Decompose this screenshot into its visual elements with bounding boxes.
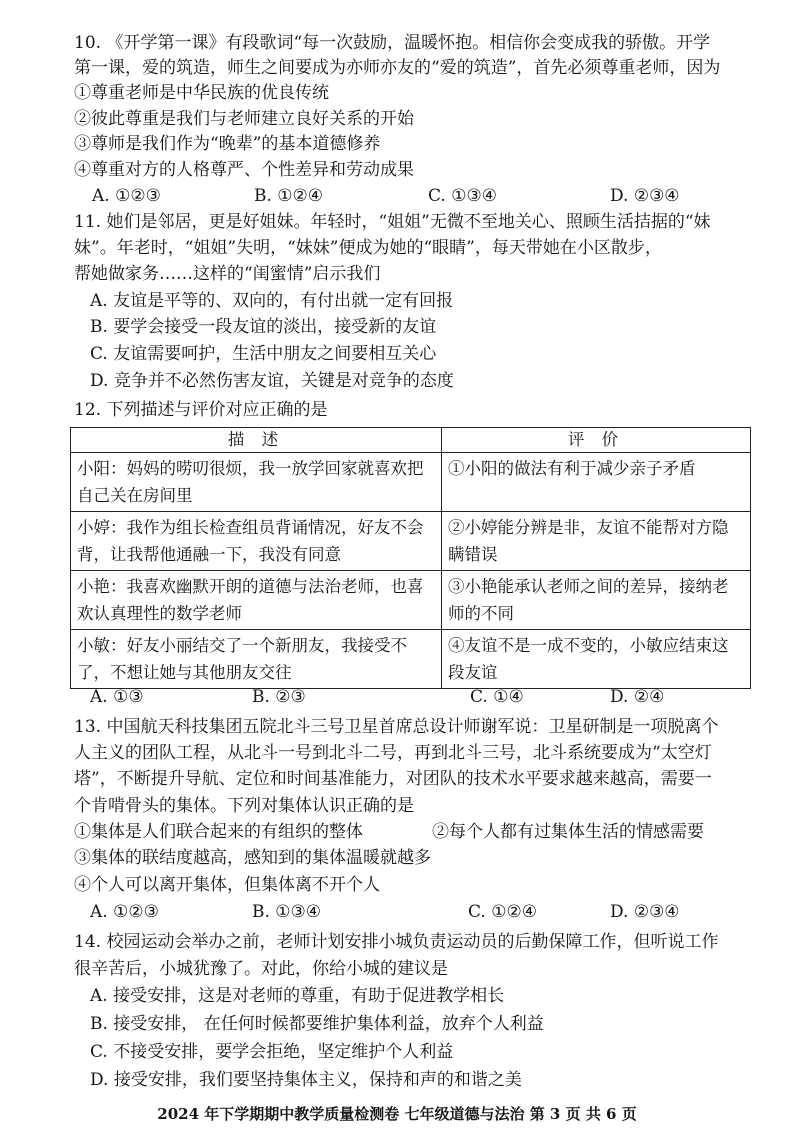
row-4-evaluation: ④友谊不是一成不变的，小敏应结束这段友谊 <box>442 630 751 689</box>
q13-item-2: ②每个人都有过集体生活的情感需要 <box>432 822 704 842</box>
header-description: 描 述 <box>71 428 442 453</box>
q10-stem-line-2: 第一课，爱的筑造，师生之间要成为亦师亦友的“爱的筑造”，首先必须尊重老师，因为 <box>74 58 721 78</box>
q14-option-a: A. 接受安排，这是对老师的尊重，有助于促进教学相长 <box>90 986 505 1006</box>
q11-stem-line-3: 帮她做家务……这样的“闺蜜情”启示我们 <box>74 264 381 284</box>
q10-item-4: ④尊重对方的人格尊严、个性差异和劳动成果 <box>74 160 414 180</box>
q13-item-4: ④个人可以离开集体，但集体离不开个人 <box>74 875 380 895</box>
q12-option-b: B. ②③ <box>252 687 306 707</box>
q13-option-d: D. ②③④ <box>610 902 680 922</box>
q14-option-b: B. 接受安排， 在任何时候都要维护集体利益，放弃个人利益 <box>90 1014 544 1034</box>
q10-item-1: ①尊重老师是中华民族的优良传统 <box>74 83 329 103</box>
q12-stem: 12. 下列描述与评价对应正确的是 <box>74 400 328 420</box>
q13-option-b: B. ①③④ <box>252 902 322 922</box>
q12-option-d: D. ②④ <box>610 687 665 707</box>
q13-item-1: ①集体是人们联合起来的有组织的整体 <box>74 822 363 842</box>
q13-stem-line-1: 13. 中国航天科技集团五院北斗三号卫星首席总设计师谢军说：卫星研制是一项脱离个 <box>74 717 719 737</box>
q10-option-b: B. ①②④ <box>254 186 324 206</box>
q11-stem-line-2: 妹”。年老时，“姐姐”失明，“妹妹”便成为她的“眼睛”，每天带她在小区散步， <box>74 238 662 258</box>
q10-option-a: A. ①②③ <box>92 186 161 206</box>
q13-item-3: ③集体的联结度越高，感知到的集体温暖就越多 <box>74 848 431 868</box>
row-2-description: 小婷：我作为组长检查组员背诵情况，好友不会背，让我帮他通融一下，我没有同意 <box>71 512 442 571</box>
table-header-row <box>71 428 751 453</box>
row-3-description: 小艳：我喜欢幽默开朗的道德与法治老师，也喜欢认真理性的数学老师 <box>71 571 442 630</box>
q10-stem-line-1: 10. 《开学第一课》有段歌词“每一次鼓励，温暖怀抱。相信你会变成我的骄傲。开学 <box>74 33 711 53</box>
q11-option-a: A. 友谊是平等的、双向的，有付出就一定有回报 <box>90 291 454 311</box>
q12-option-c: C. ①④ <box>470 687 524 707</box>
q14-stem-line-2: 很辛苦后，小城犹豫了。对此，你给小城的建议是 <box>74 959 448 979</box>
q10-option-c: C. ①③④ <box>428 186 497 206</box>
q10-item-2: ②彼此尊重是我们与老师建立良好关系的开始 <box>74 109 414 129</box>
q13-option-a: A. ①②③ <box>90 902 159 922</box>
row-2-evaluation: ②小婷能分辨是非，友谊不能帮对方隐瞒错误 <box>442 512 751 571</box>
table-row <box>71 571 751 630</box>
q14-option-d: D. 接受安排，我们要坚持集体主义，保持和声的和谐之美 <box>90 1070 522 1090</box>
q12-table <box>70 427 751 689</box>
row-1-description: 小阳：妈妈的唠叨很烦，我一放学回家就喜欢把自己关在房间里 <box>71 453 442 512</box>
page-footer: 2024 年下学期期中教学质量检测卷 七年级道德与法治 第 3 页 共 6 页 <box>157 1105 637 1123</box>
row-3-evaluation: ③小艳能承认老师之间的差异，接纳老师的不同 <box>442 571 751 630</box>
table-row <box>71 453 751 512</box>
q14-stem-line-1: 14. 校园运动会举办之前，老师计划安排小城负责运动员的后勤保障工作，但听说工作 <box>74 932 719 952</box>
q14-option-c: C. 不接受安排，要学会拒绝，坚定维护个人利益 <box>90 1042 454 1062</box>
row-1-evaluation: ①小阳的做法有利于减少亲子矛盾 <box>442 453 751 512</box>
q12-option-a: A. ①③ <box>90 687 144 707</box>
q11-option-b: B. 要学会接受一段友谊的淡出，接受新的友谊 <box>90 317 437 337</box>
q10-option-d: D. ②③④ <box>610 186 680 206</box>
q11-option-c: C. 友谊需要呵护，生活中朋友之间要相互关心 <box>90 344 437 364</box>
q13-stem-line-4: 个肯啃骨头的集体。下列对集体认识正确的是 <box>74 796 414 816</box>
row-4-description: 小敏：好友小丽结交了一个新朋友，我接受不了，不想让她与其他朋友交往 <box>71 630 442 689</box>
table-row <box>71 630 751 689</box>
q11-option-d: D. 竞争并不必然伤害友谊，关键是对竞争的态度 <box>90 371 454 391</box>
q13-stem-line-3: 塔”，不断提升导航、定位和时间基准能力，对团队的技术水平要求越来越高，需要一 <box>74 769 712 789</box>
table-row <box>71 512 751 571</box>
header-evaluation: 评 价 <box>442 428 751 453</box>
q13-stem-line-2: 人主义的团队工程，从北斗一号到北斗二号，再到北斗三号，北斗系统要成为“太空灯 <box>74 743 712 763</box>
q13-option-c: C. ①②④ <box>468 902 537 922</box>
q10-item-3: ③尊师是我们作为“晚辈”的基本道德修养 <box>74 134 381 154</box>
q11-stem-line-1: 11. 她们是邻居，更是好姐妹。年轻时，“姐姐”无微不至地关心、照顾生活拮据的“妹 <box>74 212 711 232</box>
